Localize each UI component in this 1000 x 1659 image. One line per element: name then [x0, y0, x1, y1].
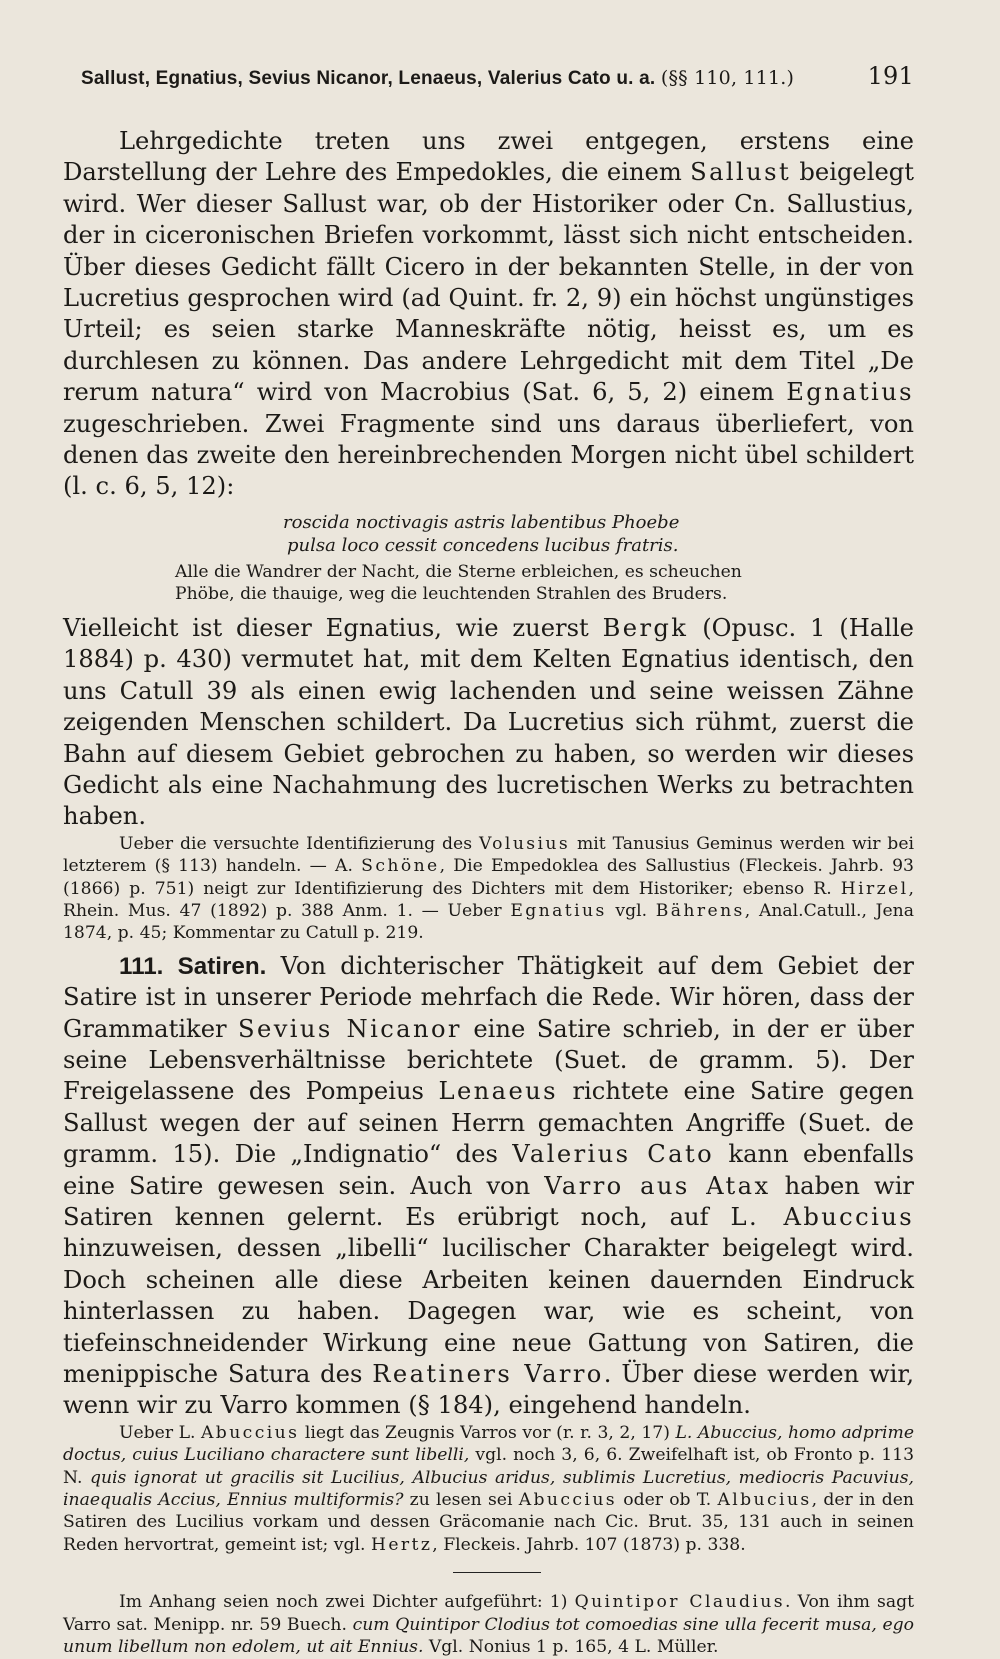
text-run: , Fleckeis. Jahrb. 107 (1873) p. 338.	[432, 1534, 746, 1555]
text-run: zu lesen sei	[403, 1490, 519, 1511]
spaced-name: Quintipor Claudius	[574, 1592, 785, 1613]
paragraph-egnatius	[63, 613, 914, 833]
latin-quote: cum Quintipor Clodius tot comoedias sine ulla fecerit musa, ego unum libellum non edolem, ut ait Ennius.	[63, 1614, 914, 1658]
text-run: vgl. noch 3, 6, 6. Zweifelhaft ist, ob Fronto p. 113 N.	[63, 1445, 915, 1488]
spaced-name: Varro aus Atax	[544, 1171, 771, 1200]
text-run: oder ob T.	[617, 1490, 718, 1511]
spaced-name: Volusius	[478, 833, 571, 854]
header-section-ref: (§§ 110, 111.)	[660, 67, 795, 89]
spaced-name: Egnatius	[786, 378, 914, 407]
spaced-name: Albucius	[717, 1490, 812, 1511]
text-run: Von dichterischer Thätigkeit auf dem Gebiet der Satire ist in unserer Periode mehrfach die Rede. Wir hören, dass der Grammatiker	[63, 951, 914, 1043]
spaced-name: Sallust	[690, 158, 792, 187]
spaced-name: Sevius Nicanor	[238, 1014, 462, 1043]
spaced-name: Schöne	[361, 856, 440, 877]
latin-verse	[283, 511, 914, 557]
verse-translation	[175, 561, 914, 605]
text-run: kann ebenfalls eine Satire gewesen sein. Auch von	[63, 1140, 914, 1200]
text-run: Vielleicht ist dieser Egnatius, wie zuerst	[63, 613, 603, 642]
page-number: 191	[867, 62, 914, 90]
text-run: hinzuweisen, dessen „libelli“ lucilischer Charakter beigelegt wird. Doch scheinen alle diese Arbeiten keinen dauernden Eindruck hinterlassen zu haben. Dagegen war, wie es scheint, von tiefeinschneidender Wirkung eine neue Gattung von Satiren, die menippische Satura des	[63, 1234, 914, 1389]
text-run: Ueber L.	[119, 1422, 201, 1443]
running-title	[81, 67, 794, 90]
spaced-name: Valerius Cato	[512, 1140, 715, 1169]
latin-quote: quis ignorat ut gracilis sit Lucilius, Albucius aridus, sublimis Lucretius, mediocris Pacuvius, inaequalis Accius, Ennius multiformis?	[63, 1467, 914, 1511]
spaced-name: Bährens	[655, 900, 745, 921]
text-run: liegt das Zeugnis Varros vor (r. r. 3, 2, 17)	[299, 1422, 676, 1443]
spaced-name: Lenaeus	[438, 1077, 558, 1106]
text-run: , Rhein. Mus. 47 (1892) p. 388 Anm. 1. — Ueber	[63, 878, 914, 921]
text-run: eine Satire schrieb, in der er über seine Lebensverhältnisse berichtete (Suet. de gramm. 5). Der Freigelassene des Pompeius	[63, 1014, 914, 1106]
spaced-name: Abuccius	[200, 1422, 300, 1443]
text-run: , Anal.Catull., Jena 1874, p. 45; Kommentar zu Catull p. 219.	[63, 900, 915, 944]
separator-rule	[453, 1572, 541, 1573]
running-header	[81, 62, 914, 90]
text-run: beigelegt wird. Wer dieser Sallust war, ob der Historiker oder Cn. Sallustius, der in ciceronischen Briefen vorkommt, lässt sich nicht entscheiden. Über dieses Gedicht fällt Cicero in der bekannten Stelle, in der von Lucretius gesprochen wird (ad Quint. fr. 2, 9) ein höchst ungünstiges Urteil; es seien starke Manneskräfte nötig, heisst es, um es durchlesen zu können. Das andere Lehrgedicht mit dem Titel „De rerum natura“ wird von Macrobius (Sat. 6, 5, 2) einem	[63, 158, 914, 407]
paragraph-lehrgedichte	[63, 126, 914, 503]
section-number: 111.	[119, 952, 164, 980]
text-run: Lehrgedichte treten uns zwei entgegen, erstens eine Darstellung der Lehre des Empedokles, die einem	[63, 127, 914, 187]
text-run: , Die Empedoklea des Sallustius (Fleckeis. Jahrb. 93 (1866) p. 751) neigt zur Identifizierung des Dichters mit dem Historiker; ebenso R.	[63, 856, 914, 899]
spaced-name: Reatiners Varro	[372, 1360, 604, 1389]
section-title: Satiren.	[177, 952, 267, 980]
text-run: . Über diese werden wir, wenn wir zu Varro kommen (§ 184), eingehend handeln.	[63, 1360, 915, 1420]
text-run: richtete eine Satire gegen Sallust wegen der auf seinen Herrn gemachten Angriffe (Suet. de gramm. 15). Die „Indignatio“ des	[63, 1077, 914, 1169]
translation-line: Alle die Wandrer der Nacht, die Sterne erbleichen, es scheuchen	[175, 561, 742, 582]
text-run: . Von ihm sagt Varro sat. Menipp. nr. 59 Buech.	[63, 1592, 914, 1635]
text-run: Vgl. Nonius 1 p. 165, 4 L. Müller.	[423, 1637, 719, 1658]
spaced-name: Hertz	[370, 1534, 433, 1555]
spaced-name: L. Abuccius	[730, 1203, 915, 1231]
text-run: zugeschrieben. Zwei Fragmente sind uns daraus überliefert, von denen das zweite den hereinbrechenden Morgen nicht übel schildert (l. c. 6, 5, 12):	[63, 409, 914, 501]
appendix-paragraph	[63, 1591, 914, 1658]
spaced-name: Hirzel	[840, 878, 909, 899]
latin-quote: L. Abuccius, homo adprime doctus, cuius Luciliano charactere sunt libelli,	[63, 1422, 914, 1466]
text-run: (Opusc. 1 (Halle 1884) p. 430) vermutet hat, mit dem Kelten Egnatius identisch, den uns Catull 39 als einen ewig lachenden und seine weissen Zähne zeigenden Menschen schildert. Da Lucretius sich rühmt, zuerst die Bahn auf diesem Gebiet gebrochen zu haben, so werden wir dieses Gedicht als eine Nachahmung des lucretischen Werks zu betrachten haben.	[63, 613, 914, 831]
spaced-name: Bergk	[602, 613, 689, 642]
text-run: vgl.	[606, 900, 656, 921]
text-run: , der in den Satiren des Lucilius vorkam und dessen Gräcomanie nach Cic. Brut. 35, 131 auch in seinen Reden hervortrat, gemeint ist; vgl.	[63, 1490, 914, 1555]
spaced-name: Egnatius	[510, 900, 607, 921]
footnote-abuccius	[63, 1422, 914, 1556]
text-run: Ueber die versuchte Identifizierung des	[119, 833, 479, 854]
spaced-name: Abuccius	[518, 1490, 618, 1511]
verse-line: pulsa loco cessit concedens lucibus fratris.	[287, 534, 679, 556]
text-run: Im Anhang seien noch zwei Dichter aufgeführt: 1)	[119, 1592, 575, 1613]
verse-line: roscida noctivagis astris labentibus Phoebe	[283, 511, 680, 533]
footnote-identification	[63, 833, 914, 945]
header-title: Sallust, Egnatius, Sevius Nicanor, Lenaeus, Valerius Cato u. a.	[81, 68, 656, 89]
text-run: haben wir Satiren kennen gelernt. Es erübrigt noch, auf	[63, 1171, 914, 1231]
paragraph-satiren	[63, 951, 914, 1422]
translation-line: Phöbe, die thauige, weg die leuchtenden Strahlen des Bruders.	[175, 583, 728, 604]
text-run: mit Tanusius Geminus werden wir bei letzterem (§ 113) handeln. — A.	[63, 833, 914, 877]
